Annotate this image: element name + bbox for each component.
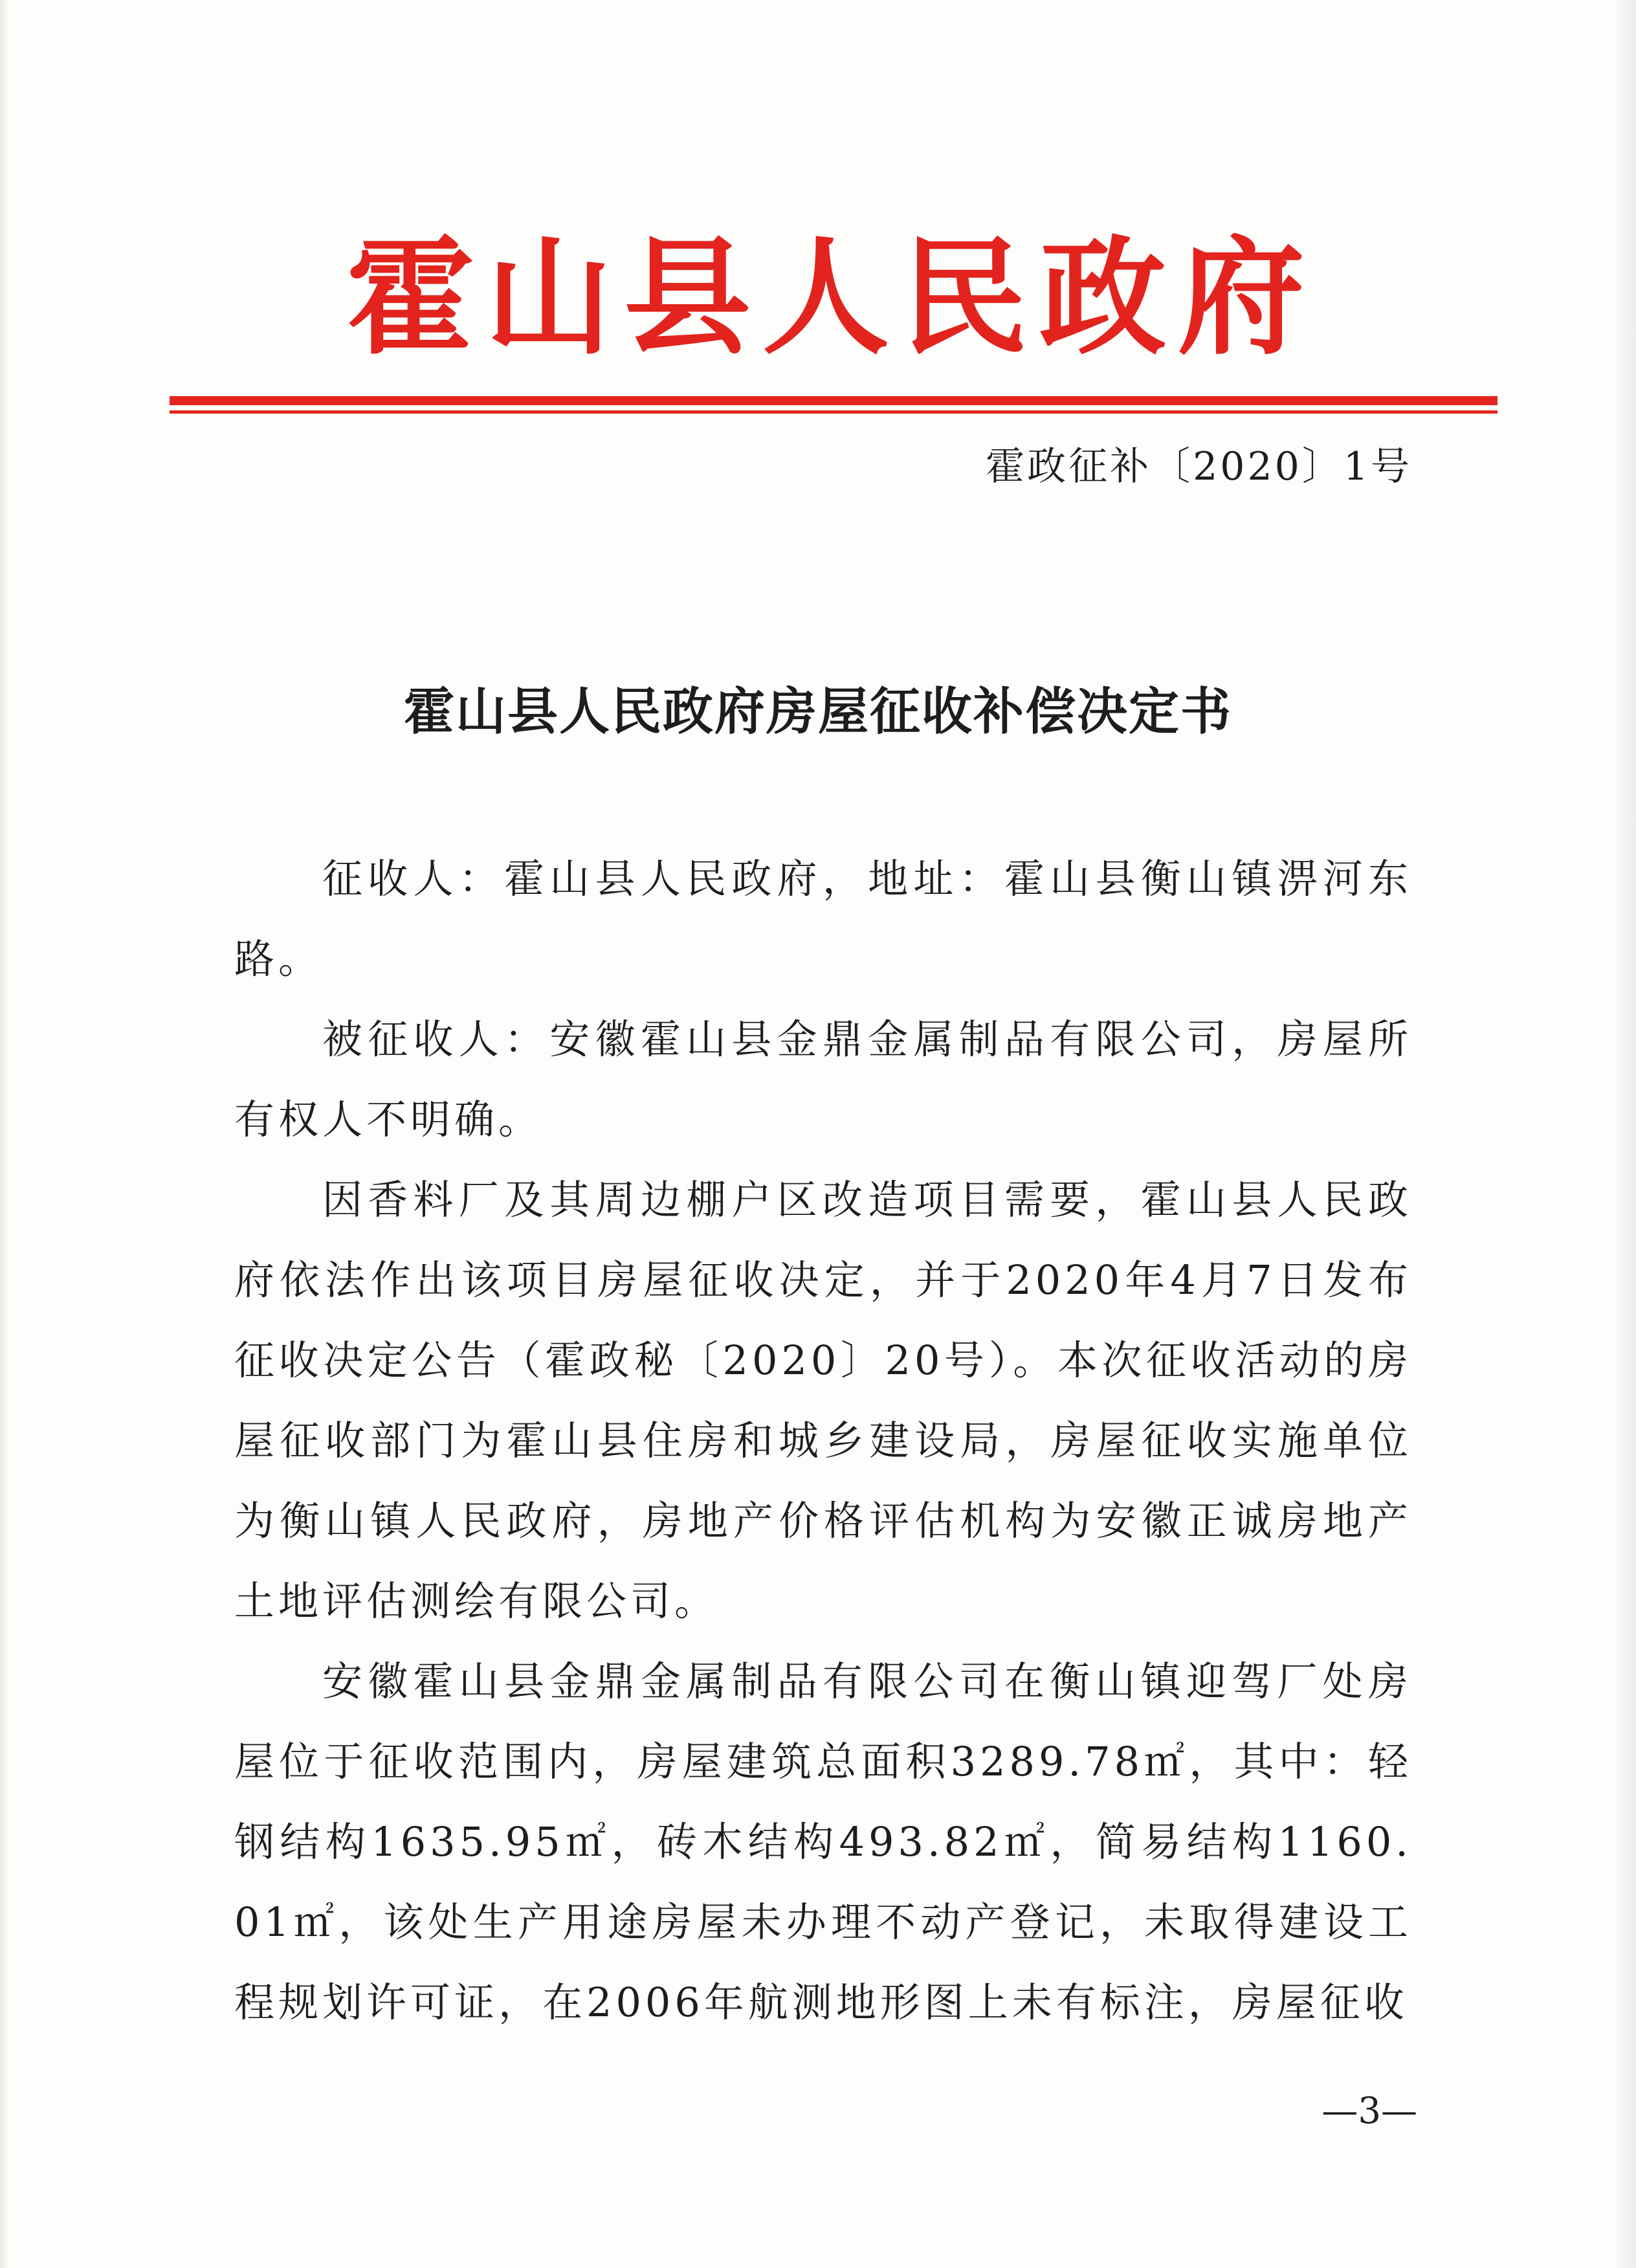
- paragraph-expropriated-party: 被征收人：安徽霍山县金鼎金属制品有限公司，房屋所有权人不明确。: [234, 1016, 1412, 1143]
- paragraph-property-details: 安徽霍山县金鼎金属制品有限公司在衡山镇迎驾厂处房屋位于征收范围内，房屋建筑总面积3289.78㎡，其中：轻钢结构1635.95㎡，砖木结构493.82㎡，简易结构1160.01㎡，该处生产用途房屋未办理不动产登记，未取得建设工程规划许可证，在2006年航测地形图上未有标注，房屋征收: [234, 1658, 1412, 2026]
- document-number: 霍政征补〔2020〕1号: [986, 444, 1412, 489]
- issuing-organization-header: 霍山县人民政府: [346, 223, 1316, 372]
- document-body: [234, 839, 1412, 2043]
- page-fold-edge: [0, 0, 9, 2268]
- document-title: 霍山县人民政府房屋征收补偿决定书: [403, 683, 1232, 741]
- paragraph-project-background: 因香料厂及其周边棚户区改造项目需要，霍山县人民政府依法作出该项目房屋征收决定，并于2020年4月7日发布征收决定公告（霍政秘〔2020〕20号）。本次征收活动的房屋征收部门为霍山县住房和城乡建设局，房屋征收实施单位为衡山镇人民政府，房地产价格评估机构为安徽正诚房地产土地评估测绘有限公司。: [234, 1176, 1412, 1625]
- header-red-rule-thick: [170, 396, 1498, 405]
- paragraph-expropriator: 征收人：霍山县人民政府，地址：霍山县衡山镇淠河东路。: [234, 855, 1412, 983]
- page-number: —3—: [1321, 2090, 1417, 2132]
- header-red-rule-thin: [170, 410, 1498, 414]
- page-shadow-edge: [1613, 0, 1636, 2268]
